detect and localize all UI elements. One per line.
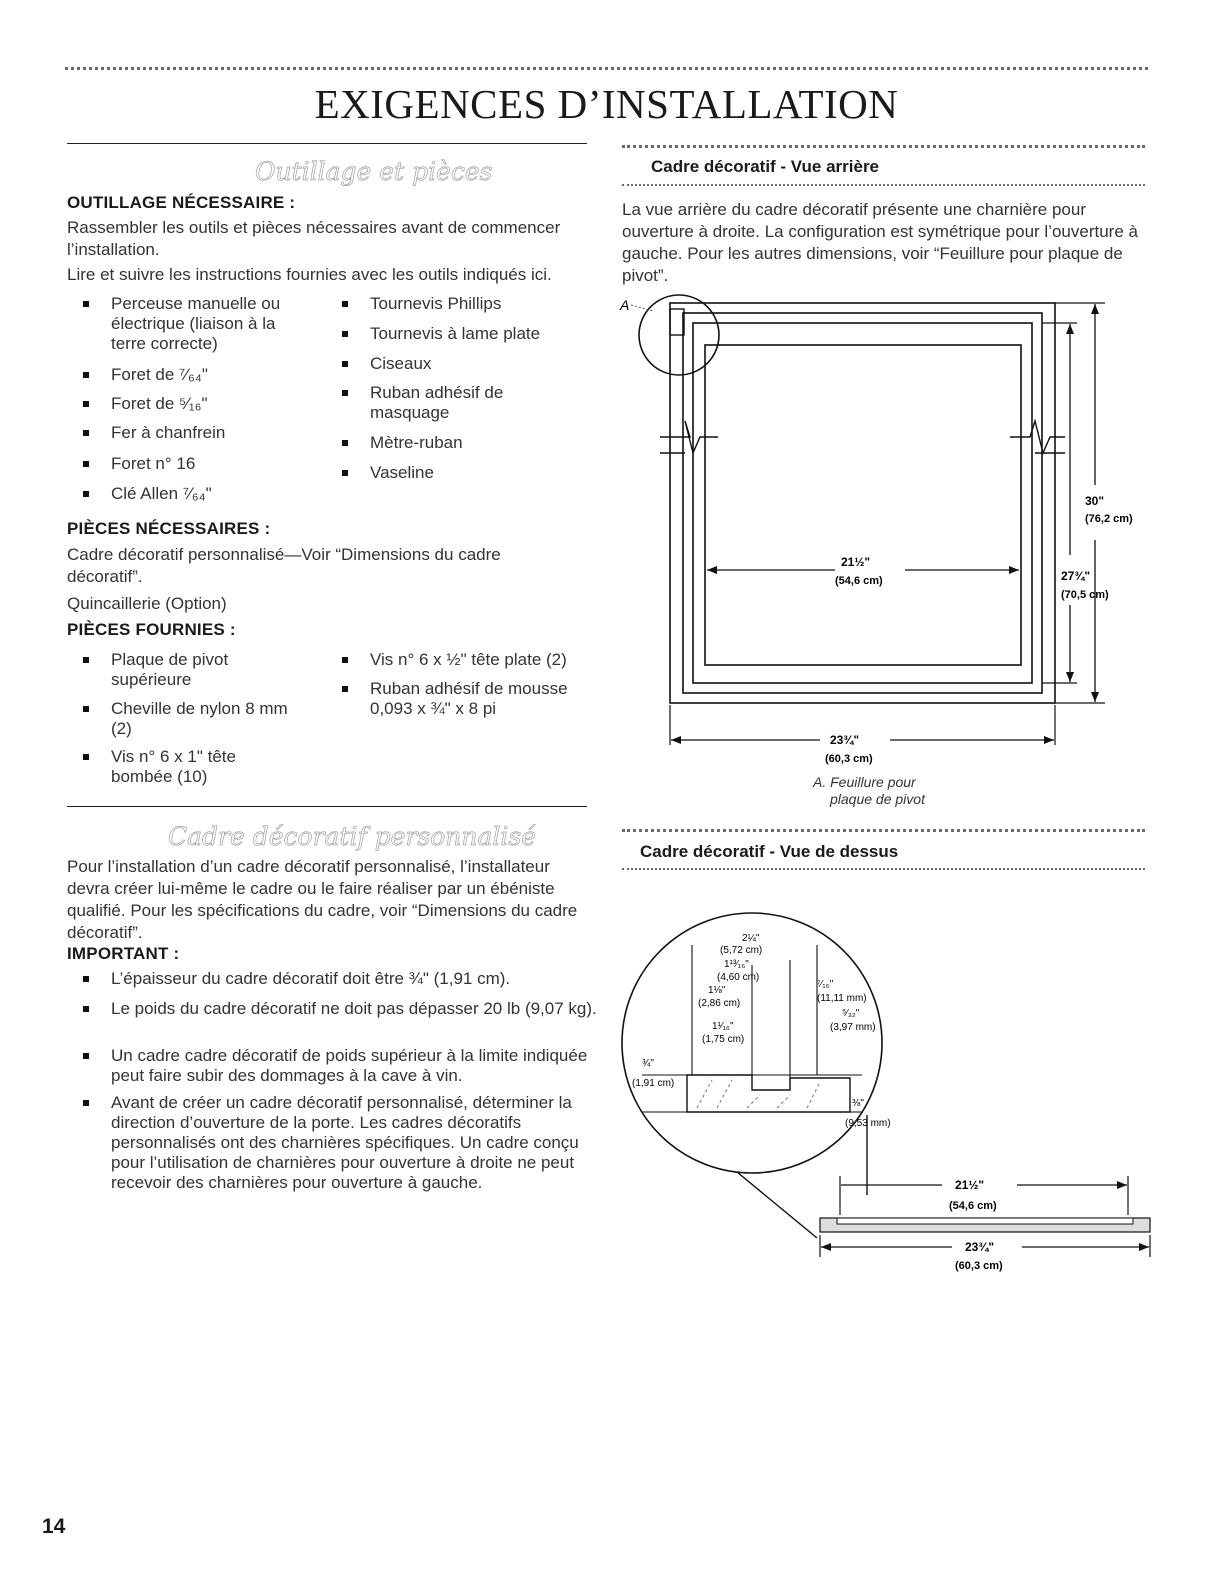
list-item: Mètre-ruban: [326, 433, 590, 453]
dim-label: ¾": [642, 1058, 654, 1069]
list-item: Cheville de nylon 8 mm (2): [67, 699, 291, 739]
section-rule: [622, 868, 1145, 870]
dim-label: (1,75 cm): [702, 1034, 745, 1045]
callout-a: A: [620, 297, 630, 313]
dim-label: ⅜": [852, 1098, 864, 1109]
page-title: EXIGENCES D’INSTALLATION: [314, 81, 899, 127]
rear-view-diagram: [615, 285, 1133, 807]
dim-outer-height: 30": [1085, 494, 1105, 508]
tools-heading: OUTILLAGE NÉCESSAIRE :: [67, 193, 296, 212]
list-item: Vis n° 6 x ½" tête plate (2): [326, 650, 630, 670]
dim-label: (11,11 mm): [817, 993, 867, 1004]
section-rule: [67, 143, 587, 144]
dim-inner-width: 21½": [841, 555, 871, 569]
section-rule: [67, 806, 587, 807]
tools-intro-2: Lire et suivre les instructions fournies avec les outils indiqués ici.: [67, 265, 552, 284]
list-item: Foret de ⁵⁄₁₆": [67, 394, 311, 414]
dim-label: ⁷⁄₁₆": [817, 979, 834, 990]
list-item: Vaseline: [326, 463, 590, 483]
list-item: Ruban adhésif de mousse 0,093 x ¾" x 8 pi: [326, 679, 600, 719]
list-item: Foret n° 16: [67, 454, 311, 474]
dim-top-outer-width: 23¾": [965, 1240, 995, 1254]
list-item: Vis n° 6 x 1" tête bombée (10): [67, 747, 281, 787]
list-item: Ciseaux: [326, 354, 590, 374]
important-heading: IMPORTANT :: [67, 944, 180, 963]
dim-top-inner-width-cm: (54,6 cm): [949, 1200, 997, 1212]
dim-label: 1¹³⁄₁₆": [724, 959, 749, 970]
dim-label: (3,97 mm): [830, 1022, 876, 1033]
dim-label: (1,91 cm): [632, 1078, 675, 1089]
dim-label: (9,53 mm): [845, 1118, 891, 1129]
dim-label: (4,60 cm): [717, 972, 760, 983]
list-item: L’épaisseur du cadre décoratif doit être ¾" (1,91 cm).: [67, 969, 616, 989]
dim-label: 2¼": [742, 933, 760, 944]
section-rule: [622, 829, 1145, 832]
rear-view-heading: Cadre décoratif - Vue arrière: [651, 157, 880, 176]
dim-top-inner-width: 21½": [955, 1178, 985, 1192]
rear-view-paragraph: La vue arrière du cadre décoratif présente une charnière pour ouverture à droite. La configuration est symétrique pour l’ouverture à gauche. Pour les autres dimensions, voir “Feuillure pour plaque de pivot”.: [622, 200, 1138, 285]
list-item: Plaque de pivot supérieure: [67, 650, 281, 690]
dim-label: 1⅛": [708, 985, 726, 996]
parts-needed-heading: PIÈCES NÉCESSAIRES :: [67, 519, 271, 538]
list-item: Le poids du cadre décoratif ne doit pas dépasser 20 lb (9,07 kg).: [67, 999, 616, 1019]
section-rule: [622, 184, 1145, 186]
section-rule: [622, 145, 1145, 148]
list-item: Un cadre cadre décoratif de poids supérieur à la limite indiquée peut faire subir des dommages à la cave à vin.: [67, 1046, 616, 1086]
section-title-tools: Outillage et pièces: [255, 157, 493, 186]
list-item: Avant de créer un cadre décoratif personnalisé, déterminer la direction d’ouverture de la porte. Les cadres décoratifs personnalisés ont des charnières spécifiques. Un cadre conçu pour l’utilisation de charnières pour ouverture à droite ne peut recevoir des charnières pour ouverture à gauche.: [67, 1093, 616, 1193]
dim-outer-width-cm: (60,3 cm): [825, 753, 873, 765]
custom-paragraph: Pour l’installation d’un cadre décoratif personnalisé, l’installateur devra créer lui-même le cadre ou le faire réaliser par un ébéniste qualifié. Pour les spécifications du cadre, voir “Dimensions du cadre décoratif”.: [67, 857, 578, 942]
section-title-custom: Cadre décoratif personnalisé: [168, 822, 537, 851]
top-view-diagram: [612, 900, 1157, 1280]
dim-inner-width-cm: (54,6 cm): [835, 575, 883, 587]
list-item: Ruban adhésif de masquage: [326, 383, 540, 423]
list-item: Clé Allen ⁷⁄₆₄": [67, 484, 311, 504]
dim-label: 1¹⁄₁₆": [712, 1021, 734, 1032]
page-number: 14: [42, 1515, 66, 1538]
parts-needed-text-2: Quincaillerie (Option): [67, 594, 227, 613]
list-item: Perceuse manuelle ou électrique (liaison à la terre correcte): [67, 294, 311, 354]
list-item: Tournevis à lame plate: [326, 324, 590, 344]
dim-label: (5,72 cm): [720, 945, 763, 956]
top-rule: [65, 67, 1148, 70]
dim-outer-width: 23¾": [830, 733, 860, 747]
caption-a-line2: plaque de pivot: [830, 791, 925, 807]
dim-outer-height-cm: (76,2 cm): [1085, 513, 1133, 525]
top-view-heading: Cadre décoratif - Vue de dessus: [640, 842, 899, 861]
parts-needed-text: Cadre décoratif personnalisé—Voir “Dimensions du cadre décoratif”.: [67, 545, 501, 586]
dim-top-outer-width-cm: (60,3 cm): [955, 1260, 1003, 1272]
list-item: Fer à chanfrein: [67, 423, 311, 443]
dim-label: (2,86 cm): [698, 998, 741, 1009]
list-item: Tournevis Phillips: [326, 294, 590, 314]
dim-label: ⁵⁄₃₂": [842, 1008, 860, 1019]
caption-a-line1: A. Feuillure pour: [813, 774, 916, 790]
parts-supplied-heading: PIÈCES FOURNIES :: [67, 620, 236, 639]
dim-inner-height-cm: (70,5 cm): [1061, 589, 1109, 601]
list-item: Foret de ⁷⁄₆₄": [67, 365, 311, 385]
tools-intro: Rassembler les outils et pièces nécessaires avant de commencer l’installation.: [67, 218, 561, 259]
dim-inner-height: 27¾": [1061, 569, 1091, 583]
